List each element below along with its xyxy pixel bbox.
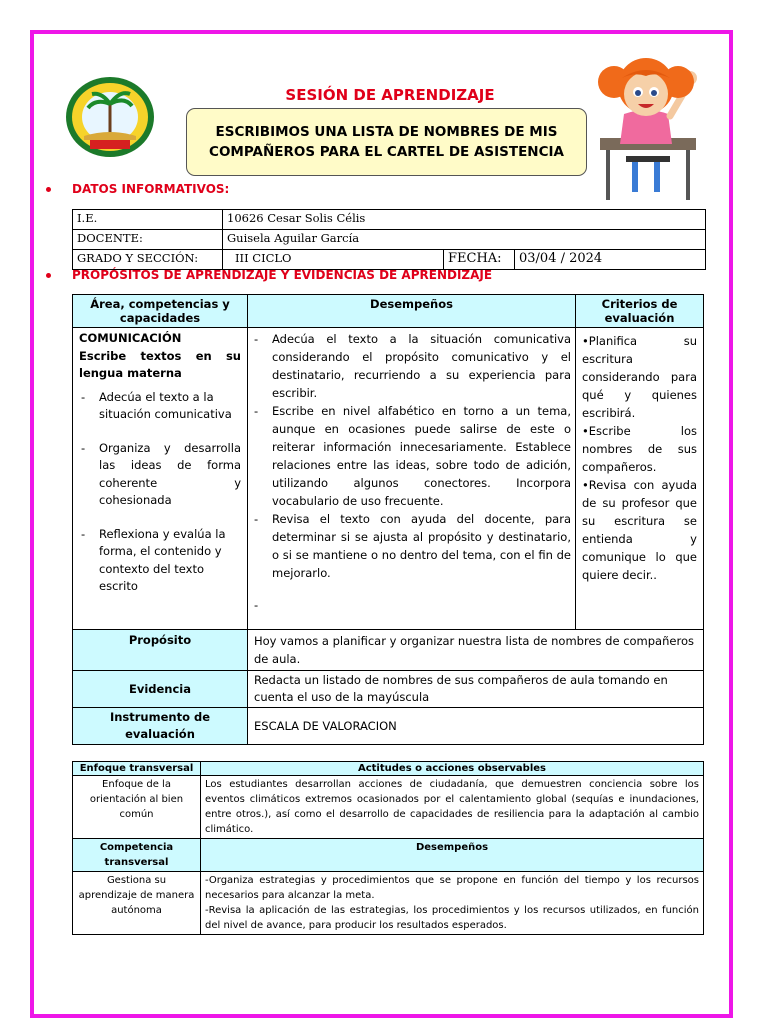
grado-label: GRADO Y SECCIÓN:: [73, 250, 223, 270]
girl-illustration: [586, 52, 710, 204]
actitudes-text: Los estudiantes desarrollan acciones de ciudadanía, que demuestren conciencia sobre los eventos climáticos extremos ocasionados por el calentamiento global (sequías e inundaciones, entre otros.), así como el desarrollo de capacidades de resiliencia para la adaptación al cambio climático.: [201, 776, 704, 839]
desempenos-cell: [248, 328, 576, 630]
grado-value: III CICLO: [223, 250, 444, 270]
comp-desempeno-item: -Revisa la aplicación de las estrategias, los procedimientos y los recursos utilizados, en función del nivel de avance, para producir los resultados esperados.: [205, 905, 699, 931]
fecha-value: 03/04 / 2024: [515, 250, 706, 270]
desempenos-list: [252, 330, 571, 614]
criterio-item: •Escribe los nombres de sus compañeros.: [582, 424, 697, 474]
datos-heading: [46, 182, 229, 196]
area-name: COMUNICACIÓN: [79, 331, 182, 345]
area-cell: [73, 328, 248, 630]
competencia-name: Escribe textos en su lengua materna: [79, 348, 241, 380]
proposito-label: Propósito: [73, 630, 248, 671]
session-title-box: [186, 108, 587, 176]
table-row: [73, 630, 704, 671]
capacidades-list: [79, 389, 241, 596]
propositos-heading: [46, 268, 492, 282]
datos-table: [72, 209, 706, 270]
bullet-icon: [46, 187, 51, 192]
comp-desempenos-header: Desempeños: [201, 839, 704, 872]
docente-label: DOCENTE:: [73, 230, 223, 250]
propositos-heading-text: PROPÓSITOS DE APRENDIZAJE Y EVIDENCIAS DE APRENDIZAJE: [72, 268, 493, 282]
table-row: [73, 328, 704, 630]
instrumento-value: ESCALA DE VALORACION: [248, 708, 704, 745]
bullet-icon: [46, 273, 51, 278]
comp-desempeno-item: -Organiza estrategias y procedimientos que se propone en función del tiempo y los recursos necesarios para alcanzar la meta.: [205, 875, 699, 901]
list-item: - Adecúa el texto a la situación comunicativa: [79, 389, 241, 424]
school-logo: [62, 74, 158, 160]
ie-value: 10626 Cesar Solis Célis: [223, 210, 706, 230]
actitudes-header: Actitudes o acciones observables: [201, 762, 704, 776]
datos-heading-text: DATOS INFORMATIVOS:: [72, 182, 230, 196]
table-header-row: [73, 295, 704, 328]
table-row: [73, 872, 704, 935]
criterio-item: •Planifica su escritura considerando para qué y quienes escribirá.: [582, 334, 697, 420]
list-item: - Revisa el texto con ayuda del docente, para determinar si se ajusta al propósito y destinatario, o si se mantiene o no dentro del tema, con el fin de mejorarlo.: [252, 510, 571, 582]
session-title-line1: ESCRIBIMOS UNA LISTA DE NOMBRES DE MIS: [215, 124, 558, 140]
enfoque-header: Enfoque transversal: [73, 762, 201, 776]
enfoque-name: Enfoque de la orientación al bien común: [73, 776, 201, 839]
table-row: [73, 708, 704, 745]
list-item: [252, 596, 571, 614]
table-row: [73, 250, 706, 270]
instrumento-label: Instrumento de evaluación: [73, 708, 248, 745]
competencia-header: Competencia transversal: [73, 839, 201, 872]
table-row: [73, 671, 704, 708]
comp-desempenos-cell: [201, 872, 704, 935]
list-item: - Escribe en nivel alfabético en torno a un tema, aunque en ocasiones puede salirse de este o reiterar información innecesariamente. Establece relaciones entre las ideas, sobre todo de adición, utilizando algunos conectores. Incorpora vocabulario de uso frecuente.: [252, 402, 571, 510]
evidencia-value: Redacta un listado de nombres de sus compañeros de aula tomando en cuenta el uso de la mayúscula: [248, 671, 704, 708]
table-row: [73, 210, 706, 230]
col-area-header: Área, competencias y capacidades: [73, 295, 248, 328]
propositos-table: [72, 294, 704, 745]
criterios-cell: [576, 328, 704, 630]
table-row: [73, 776, 704, 839]
col-desempenos-header: Desempeños: [248, 295, 576, 328]
enfoque-table: [72, 761, 704, 935]
list-item: - Reflexiona y evalúa la forma, el contenido y contexto del texto escrito: [79, 526, 241, 596]
list-item: - Organiza y desarrolla las ideas de forma coherente y cohesionada: [79, 440, 241, 510]
list-item: - Adecúa el texto a la situación comunicativa considerando el propósito comunicativo y el destinatario, recurriendo a su experiencia para escribir.: [252, 330, 571, 402]
competencia-name: Gestiona su aprendizaje de manera autónoma: [73, 872, 201, 935]
session-title-line2: COMPAÑEROS PARA EL CARTEL DE ASISTENCIA: [209, 144, 564, 160]
ie-label: I.E.: [73, 210, 223, 230]
col-criterios-header: Criterios de evaluación: [576, 295, 704, 328]
criterio-item: •Revisa con ayuda de su profesor que su escritura se entienda y comunique lo que quiere decir..: [582, 478, 697, 582]
table-row: [73, 230, 706, 250]
proposito-value: Hoy vamos a planificar y organizar nuestra lista de nombres de compañeros de aula.: [248, 630, 704, 671]
fecha-label: FECHA:: [444, 250, 515, 270]
evidencia-label: Evidencia: [73, 671, 248, 708]
table-row: [73, 839, 704, 872]
table-header-row: [73, 762, 704, 776]
docente-value: Guisela Aguilar García: [223, 230, 706, 250]
page-title: SESIÓN DE APRENDIZAJE: [285, 86, 495, 104]
